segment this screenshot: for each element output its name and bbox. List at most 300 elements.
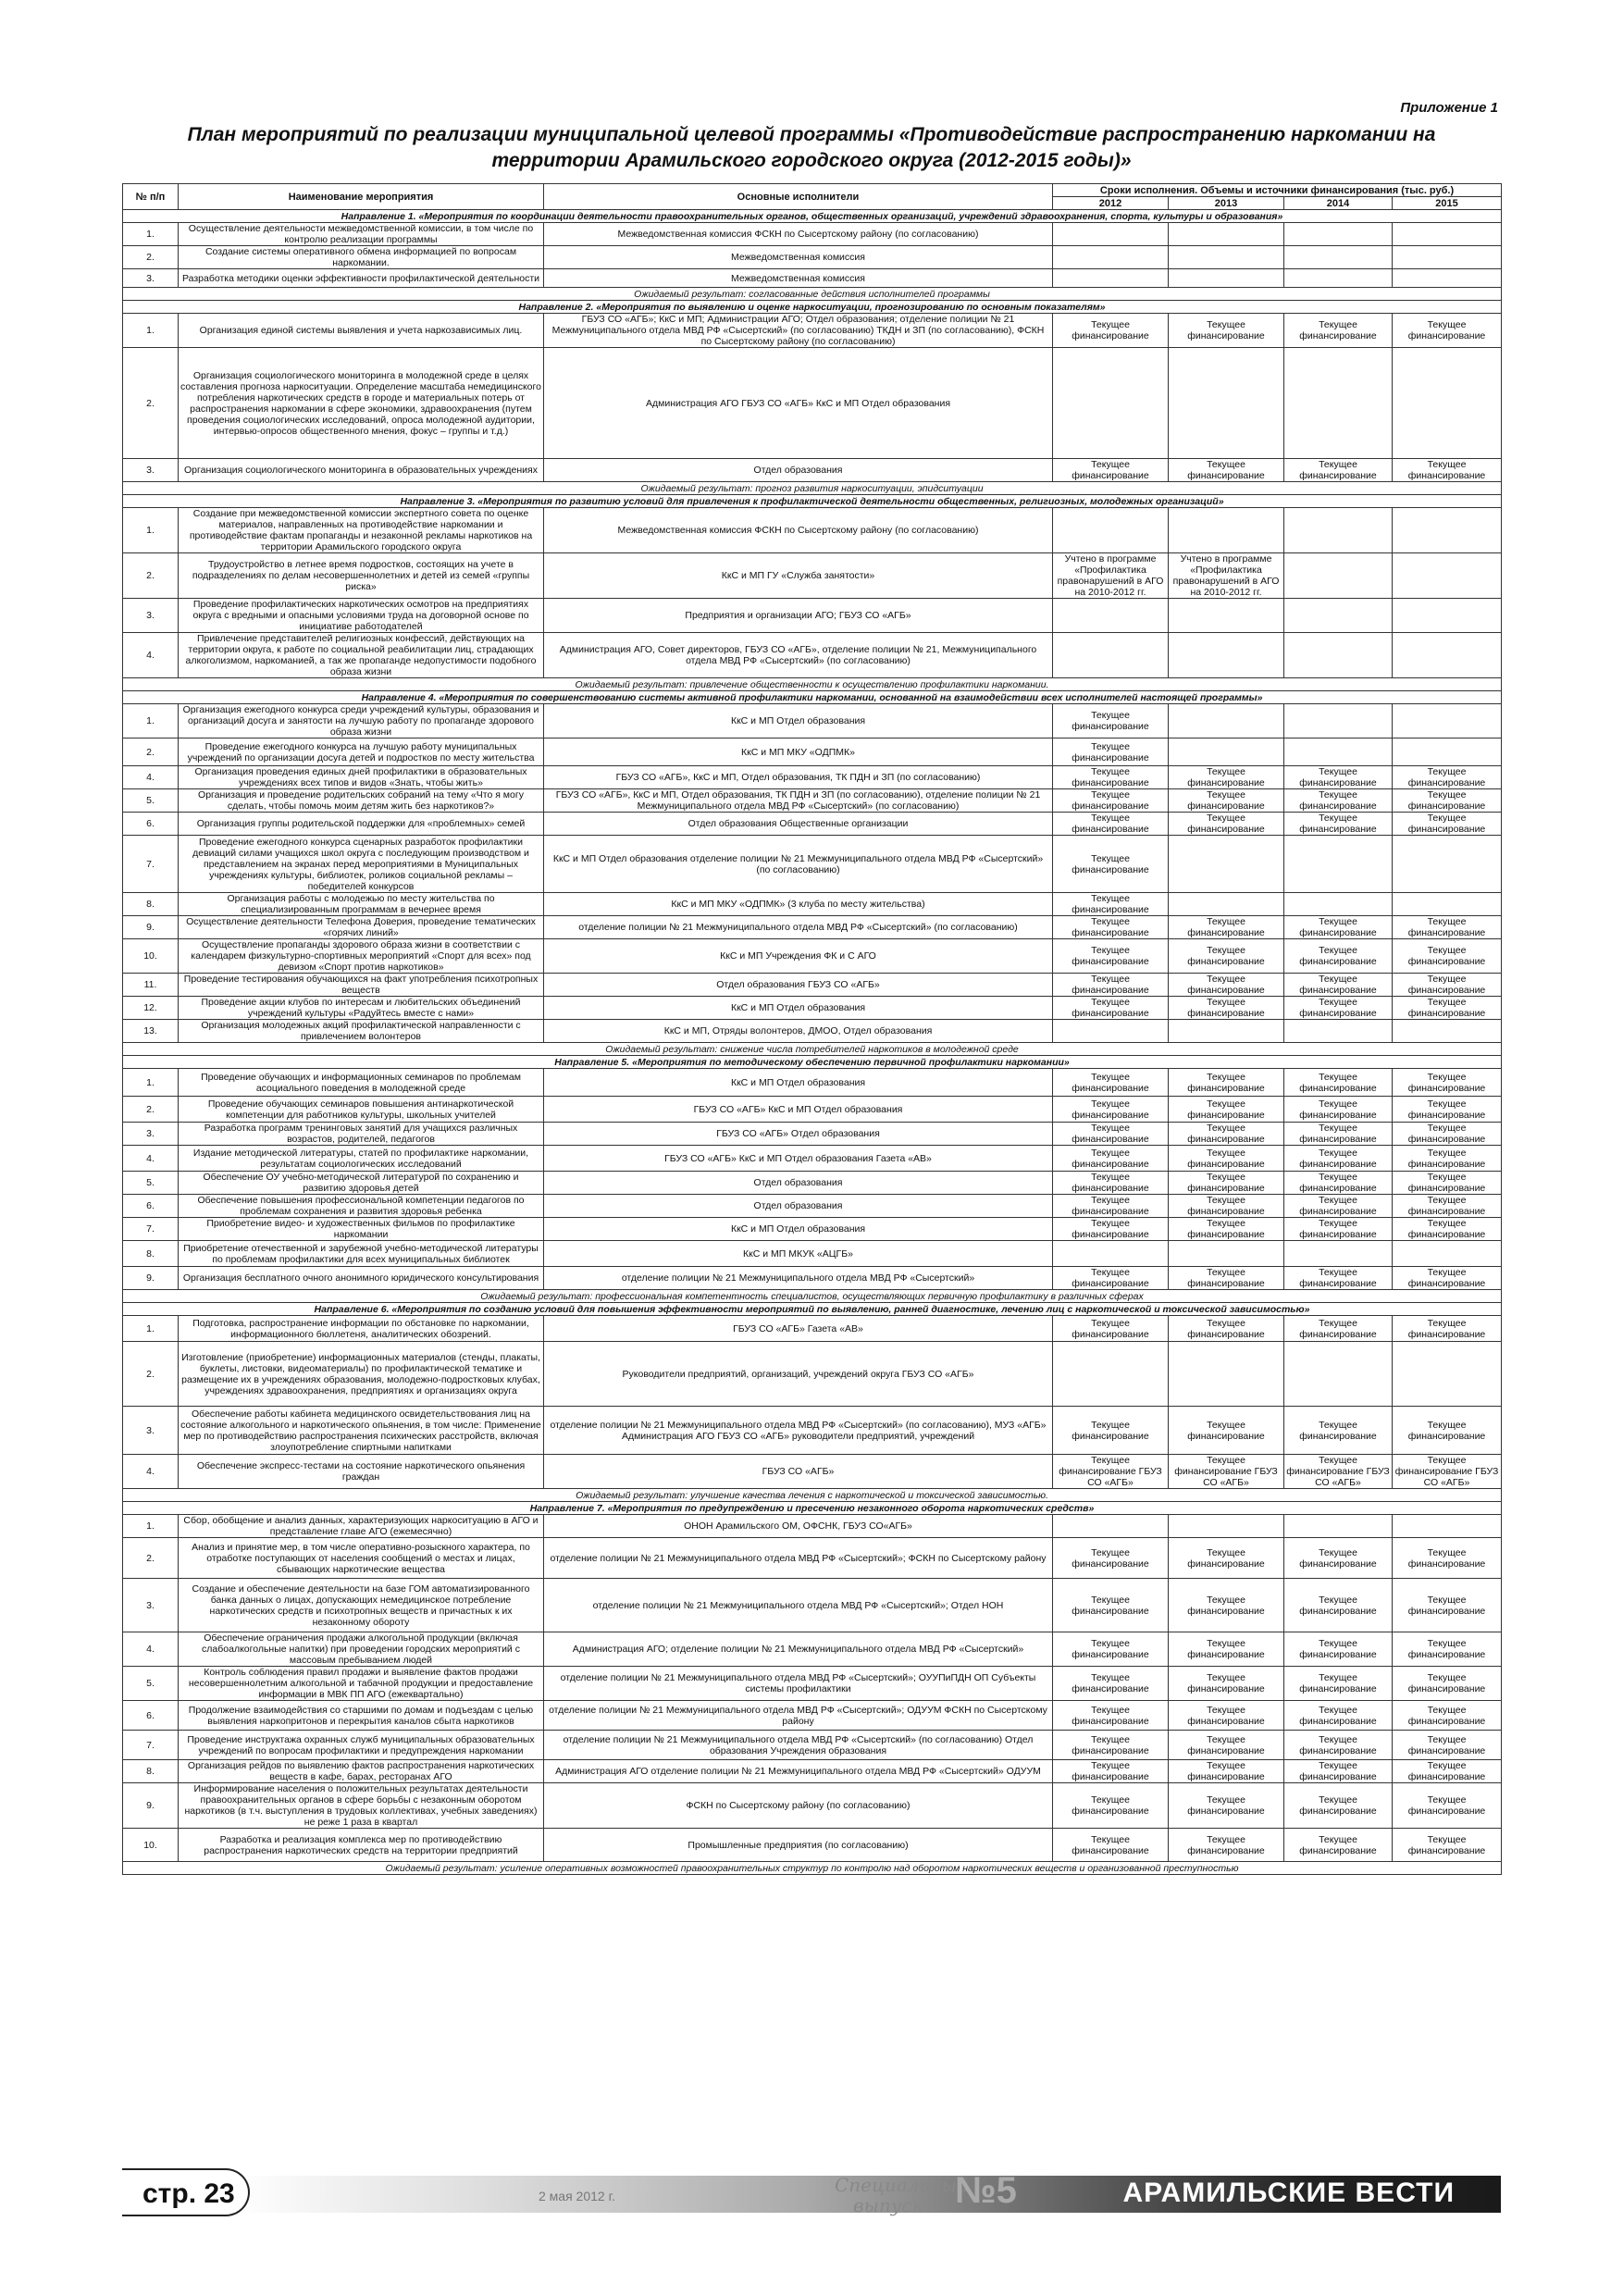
executors: КкС и МП ГУ «Служба занятости»: [544, 553, 1053, 599]
table-row: [123, 1829, 1502, 1862]
expected-result-row: [123, 482, 1502, 495]
executors: Межведомственная комиссия ФСКН по Сысертскому району (по согласованию): [544, 508, 1053, 553]
funding-2013: Текущее финансирование: [1169, 766, 1284, 789]
executors: Руководители предприятий, организаций, учреждений округа ГБУЗ СО «АГБ»: [544, 1342, 1053, 1407]
section-title: Направление 2. «Мероприятия по выявлению и оценке наркоситуации, прогнозированию по основным показателям»: [123, 301, 1502, 314]
funding-2012: Текущее финансирование: [1053, 1218, 1169, 1241]
header-2014: 2014: [1284, 197, 1393, 210]
funding-2014: Текущее финансирование: [1284, 1760, 1393, 1783]
funding-2014: Текущее финансирование: [1284, 1667, 1393, 1701]
measure-name: Трудоустройство в летнее время подростков, состоящих на учете в подразделениях по делам несовершеннолетних и детей из семей «группы риска»: [179, 553, 544, 599]
executors: отделение полиции № 21 Межмуниципального отдела МВД РФ «Сысертский»; Отдел НОН: [544, 1579, 1053, 1632]
row-number: 8.: [123, 893, 179, 916]
expected-result-row: [123, 1862, 1502, 1875]
executors: отделение полиции № 21 Межмуниципального отдела МВД РФ «Сысертский»: [544, 1267, 1053, 1290]
measure-name: Обеспечение ограничения продажи алкогольной продукции (включая слабоалкогольные напитки) при проведении городских мероприятий с массовым пребыванием людей: [179, 1632, 544, 1667]
table-row: [123, 553, 1502, 599]
measure-name: Создание и обеспечение деятельности на базе ГОМ автоматизированного банка данных о лицах, допускающих немедицинское потребление наркотических средств и психотропных веществ и причастных к их незаконному обороту: [179, 1579, 544, 1632]
funding-2012: Текущее финансирование: [1053, 1172, 1169, 1195]
funding-2012: Текущее финансирование: [1053, 939, 1169, 974]
page-footer: [122, 2168, 1501, 2216]
executors: ГБУЗ СО «АГБ» КкС и МП Отдел образования Газета «АВ»: [544, 1146, 1053, 1172]
measure-name: Обеспечение работы кабинета медицинского освидетельствования лиц на состояние алкогольного и наркотического опьянения, в том числе: Применение мер по противодействию распространения психических расстройств, включая злоупотребление спиртными напитками: [179, 1407, 544, 1455]
row-number: 2.: [123, 738, 179, 766]
executors: ГБУЗ СО «АГБ» Газета «АВ»: [544, 1316, 1053, 1342]
table-row: [123, 1667, 1502, 1701]
funding-2015: [1393, 633, 1502, 678]
table-row: [123, 1515, 1502, 1538]
measure-name: Обеспечение повышения профессиональной компетенции педагогов по проблемам сохранения и развития здоровья ребенка: [179, 1195, 544, 1218]
funding-2013: [1169, 348, 1284, 459]
row-number: 4.: [123, 1146, 179, 1172]
funding-2015: Текущее финансирование: [1393, 997, 1502, 1020]
funding-2012: Текущее финансирование: [1053, 1731, 1169, 1760]
funding-2015: Текущее финансирование: [1393, 789, 1502, 813]
funding-2012: Текущее финансирование: [1053, 459, 1169, 482]
row-number: 1.: [123, 314, 179, 348]
measure-name: Издание методической литературы, статей по профилактике наркомании, результатам социологических исследований: [179, 1146, 544, 1172]
measure-name: Организация группы родительской поддержки для «проблемных» семей: [179, 813, 544, 836]
row-number: 12.: [123, 997, 179, 1020]
funding-2014: [1284, 893, 1393, 916]
funding-2012: Текущее финансирование: [1053, 789, 1169, 813]
measure-name: Организация социологического мониторинга в молодежной среде в целях составления прогноза наркоситуации. Определение масштаба немедицинского потребления наркотических средств в городе и материальных потерь от распространения наркомании в сфере экономики, здравоохранения (путем проведения социологических исследований, опроса молодежной аудитории, интервью-опросов общественного мнения, фокус – группы и т.д.): [179, 348, 544, 459]
row-number: 7.: [123, 1731, 179, 1760]
section-header: [123, 495, 1502, 508]
funding-2014: [1284, 1241, 1393, 1267]
funding-2012: Текущее финансирование: [1053, 1123, 1169, 1146]
funding-2015: [1393, 599, 1502, 633]
table-row: [123, 997, 1502, 1020]
funding-2014: [1284, 223, 1393, 246]
table-row: [123, 508, 1502, 553]
expected-result: Ожидаемый результат: согласованные действия исполнителей программы: [123, 288, 1502, 301]
funding-2013: Текущее финансирование: [1169, 939, 1284, 974]
funding-2013: [1169, 223, 1284, 246]
expected-result-row: [123, 678, 1502, 691]
row-number: 6.: [123, 1195, 179, 1218]
table-row: [123, 974, 1502, 997]
measure-name: Проведение тестирования обучающихся на факт употребления психотропных веществ: [179, 974, 544, 997]
funding-2015: Текущее финансирование: [1393, 1407, 1502, 1455]
funding-2015: Текущее финансирование: [1393, 1172, 1502, 1195]
funding-2014: Текущее финансирование: [1284, 1069, 1393, 1097]
table-row: [123, 1218, 1502, 1241]
funding-2012: Текущее финансирование: [1053, 738, 1169, 766]
plan-table: [122, 183, 1502, 1875]
funding-2013: Текущее финансирование: [1169, 1195, 1284, 1218]
row-number: 5.: [123, 789, 179, 813]
executors: ГБУЗ СО «АГБ», КкС и МП, Отдел образования, ТК ПДН и ЗП (по согласованию), отделение полиции № 21 Межмуниципального отдела МВД РФ «Сысертский» (по согласованию): [544, 789, 1053, 813]
funding-2014: Текущее финансирование: [1284, 1538, 1393, 1579]
row-number: 10.: [123, 939, 179, 974]
measure-name: Анализ и принятие мер, в том числе оперативно-розыскного характера, по отработке поступающих от населения сообщений о местах и лицах, сбывающих наркотические вещества: [179, 1538, 544, 1579]
funding-2015: Текущее финансирование: [1393, 939, 1502, 974]
funding-2012: Текущее финансирование: [1053, 1407, 1169, 1455]
measure-name: Организация социологического мониторинга в образовательных учреждениях: [179, 459, 544, 482]
funding-2014: Текущее финансирование: [1284, 1701, 1393, 1731]
funding-2014: Текущее финансирование: [1284, 1146, 1393, 1172]
funding-2012: [1053, 1515, 1169, 1538]
funding-2013: [1169, 508, 1284, 553]
measure-name: Проведение акции клубов по интересам и любительских объединений учреждений культуры «Радуйтесь вместе с нами»: [179, 997, 544, 1020]
funding-2013: [1169, 1342, 1284, 1407]
funding-2014: Текущее финансирование: [1284, 1783, 1393, 1829]
row-number: 3.: [123, 599, 179, 633]
funding-2013: [1169, 738, 1284, 766]
funding-2012: Текущее финансирование: [1053, 1632, 1169, 1667]
table-row: [123, 1146, 1502, 1172]
funding-2013: Текущее финансирование: [1169, 1632, 1284, 1667]
funding-2015: Текущее финансирование: [1393, 1783, 1502, 1829]
funding-2012: Текущее финансирование: [1053, 314, 1169, 348]
funding-2015: [1393, 269, 1502, 288]
executors: Отдел образования ГБУЗ СО «АГБ»: [544, 974, 1053, 997]
measure-name: Организация ежегодного конкурса среди учреждений культуры, образования и организаций досуга и занятости на лучшую работу по пропаганде здорового образа жизни: [179, 704, 544, 738]
funding-2014: Текущее финансирование: [1284, 1195, 1393, 1218]
expected-result: Ожидаемый результат: профессиональная компетентность специалистов, осуществляющих первичную профилактику в различных сферах: [123, 1290, 1502, 1303]
funding-2015: [1393, 836, 1502, 893]
funding-2015: [1393, 1241, 1502, 1267]
measure-name: Осуществление деятельности межведомственной комиссии, в том числе по контролю реализации программы: [179, 223, 544, 246]
executors: КкС и МП МКУК «АЦГБ»: [544, 1241, 1053, 1267]
funding-2012: Текущее финансирование: [1053, 1667, 1169, 1701]
measure-name: Обеспечение ОУ учебно-методической литературой по сохранению и развитию здоровья детей: [179, 1172, 544, 1195]
funding-2014: [1284, 553, 1393, 599]
executors: Администрация АГО отделение полиции № 21 Межмуниципального отдела МВД РФ «Сысертский» ОДУУМ: [544, 1760, 1053, 1783]
funding-2014: Текущее финансирование: [1284, 314, 1393, 348]
funding-2012: Текущее финансирование: [1053, 704, 1169, 738]
measure-name: Привлечение представителей религиозных конфессий, действующих на территории округа, к работе по социальной реабилитации лиц, страдающих алкоголизмом, наркоманией, а так же пропаганде недопустимости подобного образа жизни: [179, 633, 544, 678]
table-row: [123, 1455, 1502, 1489]
funding-2013: [1169, 1241, 1284, 1267]
measure-name: Организация и проведение родительских собраний на тему «Что я могу сделать, чтобы помочь моим детям жить без наркотиков?»: [179, 789, 544, 813]
section-title: Направление 3. «Мероприятия по развитию условий для привлечения к профилактической деятельности общественных, религиозных, молодежных организаций»: [123, 495, 1502, 508]
executors: КкС и МП МКУ «ОДПМК»: [544, 738, 1053, 766]
row-number: 1.: [123, 704, 179, 738]
funding-2014: [1284, 704, 1393, 738]
funding-2015: Текущее финансирование: [1393, 1667, 1502, 1701]
table-row: [123, 1538, 1502, 1579]
measure-name: Разработка методики оценки эффективности профилактической деятельности: [179, 269, 544, 288]
measure-name: Проведение профилактических наркотических осмотров на предприятиях округа с вредными и опасными условиями труда на договорной основе по инициативе работодателей: [179, 599, 544, 633]
funding-2013: Текущее финансирование: [1169, 974, 1284, 997]
special-issue-label-2: выпуск: [853, 2194, 923, 2216]
funding-2013: Текущее финансирование: [1169, 459, 1284, 482]
row-number: 3.: [123, 1123, 179, 1146]
section-header: [123, 1056, 1502, 1069]
table-row: [123, 223, 1502, 246]
measure-name: Разработка программ тренинговых занятий для учащихся различных возрастов, родителей, педагогов: [179, 1123, 544, 1146]
expected-result: Ожидаемый результат: улучшение качества лечения с наркотической и токсической зависимостью.: [123, 1489, 1502, 1502]
funding-2014: Текущее финансирование: [1284, 766, 1393, 789]
executors: Предприятия и организации АГО; ГБУЗ СО «АГБ»: [544, 599, 1053, 633]
measure-name: Организация бесплатного очного анонимного юридического консультирования: [179, 1267, 544, 1290]
expected-result-row: [123, 1043, 1502, 1056]
funding-2015: Текущее финансирование: [1393, 1579, 1502, 1632]
table-row: [123, 1783, 1502, 1829]
executors: Промышленные предприятия (по согласованию): [544, 1829, 1053, 1862]
funding-2015: Текущее финансирование: [1393, 1701, 1502, 1731]
section-title: Направление 6. «Мероприятия по созданию условий для повышения эффективности мероприятий по выявлению, ранней диагностике, лечению лиц с наркотической и токсической зависимостью»: [123, 1303, 1502, 1316]
measure-name: Изготовление (приобретение) информационных материалов (стенды, плакаты, буклеты, листовки, видеоматериалы) по профилактической тематике и размещение их в учреждениях образования, молодежно-подростковых клубах, учреждениях здравоохранения, предприятиях и организациях округа: [179, 1342, 544, 1407]
table-row: [123, 916, 1502, 939]
funding-2013: Текущее финансирование: [1169, 1731, 1284, 1760]
funding-2015: Текущее финансирование: [1393, 1218, 1502, 1241]
funding-2015: Текущее финансирование: [1393, 314, 1502, 348]
special-issue-label: Специальный: [835, 2174, 969, 2196]
table-row: [123, 813, 1502, 836]
funding-2012: Текущее финансирование: [1053, 1783, 1169, 1829]
funding-2012: Текущее финансирование: [1053, 1760, 1169, 1783]
funding-2015: Текущее финансирование: [1393, 1829, 1502, 1862]
measure-name: Проведение ежегодного конкурса на лучшую работу муниципальных учреждений по организации досуга детей и подростков по месту жительства: [179, 738, 544, 766]
table-row: [123, 836, 1502, 893]
row-number: 1.: [123, 1316, 179, 1342]
measure-name: Организация молодежных акций профилактической направленности с привлечением волонтеров: [179, 1020, 544, 1043]
appendix-label: Приложение 1: [1400, 100, 1498, 116]
funding-2014: Текущее финансирование: [1284, 939, 1393, 974]
funding-2012: Текущее финансирование: [1053, 916, 1169, 939]
funding-2015: [1393, 1342, 1502, 1407]
executors: КкС и МП Отдел образования: [544, 997, 1053, 1020]
table-row: [123, 893, 1502, 916]
funding-2013: Текущее финансирование: [1169, 1829, 1284, 1862]
table-row: [123, 766, 1502, 789]
page-number: стр. 23: [122, 2168, 250, 2216]
funding-2012: Текущее финансирование: [1053, 836, 1169, 893]
funding-2012: Текущее финансирование: [1053, 1316, 1169, 1342]
executors: ФСКН по Сысертскому району (по согласованию): [544, 1783, 1053, 1829]
measure-name: Осуществление деятельности Телефона Доверия, проведение тематических «горячих линий»: [179, 916, 544, 939]
funding-2012: [1053, 269, 1169, 288]
row-number: 2.: [123, 348, 179, 459]
funding-2012: [1053, 599, 1169, 633]
header-executors: Основные исполнители: [544, 184, 1053, 210]
row-number: 9.: [123, 1267, 179, 1290]
section-title: Направление 5. «Мероприятия по методическому обеспечению первичной профилактики наркомании»: [123, 1056, 1502, 1069]
funding-2013: Текущее финансирование: [1169, 1218, 1284, 1241]
funding-2012: Текущее финансирование ГБУЗ СО «АГБ»: [1053, 1455, 1169, 1489]
funding-2014: Текущее финансирование: [1284, 813, 1393, 836]
measure-name: Продолжение взаимодействия со старшими по домам и подъездам с целью выявления наркопритонов и перекрытия каналов сбыта наркотиков: [179, 1701, 544, 1731]
funding-2015: [1393, 508, 1502, 553]
funding-2013: Текущее финансирование: [1169, 997, 1284, 1020]
executors: КкС и МП, Отряды волонтеров, ДМОО, Отдел образования: [544, 1020, 1053, 1043]
measure-name: Подготовка, распространение информации по обстановке по наркомании, информационного бюллетеня, аналитических обозрений.: [179, 1316, 544, 1342]
funding-2014: [1284, 738, 1393, 766]
row-number: 9.: [123, 916, 179, 939]
executors: Межведомственная комиссия ФСКН по Сысертскому району (по согласованию): [544, 223, 1053, 246]
funding-2014: [1284, 348, 1393, 459]
measure-name: Проведение обучающих и информационных семинаров по проблемам асоциального поведения в молодежной среде: [179, 1069, 544, 1097]
measure-name: Осуществление пропаганды здорового образа жизни в соответствии с календарем физкультурно-спортивных мероприятий «Спорт для всех» под девизом «Спорт против наркотиков»: [179, 939, 544, 974]
table-row: [123, 1632, 1502, 1667]
funding-2015: Текущее финансирование: [1393, 1632, 1502, 1667]
section-header: [123, 691, 1502, 704]
funding-2014: [1284, 836, 1393, 893]
executors: ГБУЗ СО «АГБ» Отдел образования: [544, 1123, 1053, 1146]
executors: ГБУЗ СО «АГБ»; КкС и МП; Администрации АГО; Отдел образования; отделение полиции № 21 Межмуниципального отдела МВД РФ «Сысертский» (по согласованию) ТКДН и ЗП (по согласованию), ФСКН по Сысертскому району (по согласованию): [544, 314, 1053, 348]
funding-2012: Текущее финансирование: [1053, 974, 1169, 997]
funding-2015: [1393, 738, 1502, 766]
funding-2013: Учтено в программе «Профилактика правонарушений в АГО на 2010-2012 гг.: [1169, 553, 1284, 599]
table-row: [123, 738, 1502, 766]
executors: Администрация АГО, Совет директоров, ГБУЗ СО «АГБ», отделение полиции № 21, Межмуниципального отдела МВД РФ «Сысертский» (по согласованию): [544, 633, 1053, 678]
funding-2013: Текущее финансирование: [1169, 1783, 1284, 1829]
funding-2012: Текущее финансирование: [1053, 1701, 1169, 1731]
executors: Отдел образования: [544, 1195, 1053, 1218]
table-row: [123, 1123, 1502, 1146]
funding-2012: [1053, 348, 1169, 459]
funding-2013: Текущее финансирование: [1169, 1146, 1284, 1172]
funding-2014: [1284, 508, 1393, 553]
executors: ГБУЗ СО «АГБ», КкС и МП, Отдел образования, ТК ПДН и ЗП (по согласованию): [544, 766, 1053, 789]
funding-2013: Текущее финансирование: [1169, 916, 1284, 939]
table-row: [123, 1172, 1502, 1195]
funding-2012: Текущее финансирование: [1053, 997, 1169, 1020]
measure-name: Обеспечение экспресс-тестами на состояние наркотического опьянения граждан: [179, 1455, 544, 1489]
executors: отделение полиции № 21 Межмуниципального отдела МВД РФ «Сысертский»; ОДУУМ ФСКН по Сысертскому району: [544, 1701, 1053, 1731]
page-title: План мероприятий по реализации муниципальной целевой программы «Противодействие распространению наркомании на территории Арамильского городского округа (2012-2015 годы)»: [187, 124, 1436, 171]
funding-2012: [1053, 633, 1169, 678]
funding-2013: Текущее финансирование: [1169, 1316, 1284, 1342]
executors: отделение полиции № 21 Межмуниципального отдела МВД РФ «Сысертский» (по согласованию): [544, 916, 1053, 939]
section-header: [123, 1303, 1502, 1316]
row-number: 8.: [123, 1241, 179, 1267]
executors: КкС и МП Отдел образования: [544, 1218, 1053, 1241]
executors: Отдел образования: [544, 1172, 1053, 1195]
issue-number: №5: [955, 2170, 1017, 2211]
measure-name: Приобретение видео- и художественных фильмов по профилактике наркомании: [179, 1218, 544, 1241]
measure-name: Разработка и реализация комплекса мер по противодействию распространения наркотических средств на территории предприятий: [179, 1829, 544, 1862]
funding-2013: Текущее финансирование: [1169, 1760, 1284, 1783]
row-number: 4.: [123, 766, 179, 789]
section-title: Направление 1. «Мероприятия по координации деятельности правоохранительных органов, общественных организаций, учреждений здравоохранения, спорта, культуры и образования»: [123, 210, 1502, 223]
funding-2015: Текущее финансирование: [1393, 1195, 1502, 1218]
header-2015: 2015: [1393, 197, 1502, 210]
funding-2012: Текущее финансирование: [1053, 1579, 1169, 1632]
section-header: [123, 1502, 1502, 1515]
executors: отделение полиции № 21 Межмуниципального отдела МВД РФ «Сысертский»; ОУУПиПДН ОП Субъекты системы профилактики: [544, 1667, 1053, 1701]
table-row: [123, 314, 1502, 348]
measure-name: Проведение обучающих семинаров повышения антинаркотической компетенции для работников культуры, школьных учителей: [179, 1097, 544, 1123]
row-number: 2.: [123, 1538, 179, 1579]
funding-2014: Текущее финансирование: [1284, 459, 1393, 482]
table-row: [123, 269, 1502, 288]
funding-2015: Текущее финансирование: [1393, 1316, 1502, 1342]
row-number: 1.: [123, 1069, 179, 1097]
funding-2014: Текущее финансирование: [1284, 1097, 1393, 1123]
funding-2013: Текущее финансирование: [1169, 1701, 1284, 1731]
row-number: 6.: [123, 813, 179, 836]
funding-2012: Текущее финансирование: [1053, 1146, 1169, 1172]
row-number: 4.: [123, 1632, 179, 1667]
executors: КкС и МП Отдел образования: [544, 1069, 1053, 1097]
funding-2014: [1284, 246, 1393, 269]
funding-2015: [1393, 704, 1502, 738]
funding-2013: Текущее финансирование: [1169, 1407, 1284, 1455]
funding-2015: Текущее финансирование: [1393, 1760, 1502, 1783]
measure-name: Сбор, обобщение и анализ данных, характеризующих наркоситуацию в АГО и представление главе АГО (ежемесячно): [179, 1515, 544, 1538]
expected-result: Ожидаемый результат: прогноз развития наркоситуации, эпидситуации: [123, 482, 1502, 495]
funding-2015: Текущее финансирование: [1393, 1069, 1502, 1097]
funding-2013: [1169, 893, 1284, 916]
executors: КкС и МП МКУ «ОДПМК» (3 клуба по месту жительства): [544, 893, 1053, 916]
table-row: [123, 599, 1502, 633]
funding-2015: [1393, 348, 1502, 459]
funding-2013: Текущее финансирование: [1169, 789, 1284, 813]
measure-name: Приобретение отечественной и зарубежной учебно-методической литературы по проблемам профилактики для всех муниципальных библиотек: [179, 1241, 544, 1267]
row-number: 5.: [123, 1667, 179, 1701]
funding-2012: Текущее финансирование: [1053, 1267, 1169, 1290]
funding-2015: Текущее финансирование: [1393, 1267, 1502, 1290]
funding-2013: Текущее финансирование: [1169, 1172, 1284, 1195]
measure-name: Организация единой системы выявления и учета наркозависимых лиц.: [179, 314, 544, 348]
funding-2013: Текущее финансирование: [1169, 1667, 1284, 1701]
funding-2013: [1169, 1020, 1284, 1043]
newspaper-name: АРАМИЛЬСКИЕ ВЕСТИ: [1122, 2178, 1455, 2208]
executors: Отдел образования Общественные организации: [544, 813, 1053, 836]
row-number: 7.: [123, 1218, 179, 1241]
row-number: 3.: [123, 1407, 179, 1455]
plan-table-body: [123, 210, 1502, 1875]
funding-2013: Текущее финансирование: [1169, 1123, 1284, 1146]
funding-2014: Текущее финансирование: [1284, 1731, 1393, 1760]
executors: Администрация АГО; отделение полиции № 21 Межмуниципального отдела МВД РФ «Сысертский»: [544, 1632, 1053, 1667]
funding-2013: Текущее финансирование: [1169, 813, 1284, 836]
funding-2012: Учтено в программе «Профилактика правонарушений в АГО на 2010-2012 гг.: [1053, 553, 1169, 599]
executors: ГБУЗ СО «АГБ» КкС и МП Отдел образования: [544, 1097, 1053, 1123]
table-row: [123, 789, 1502, 813]
expected-result: Ожидаемый результат: усиление оперативных возможностей правоохранительных структур по контролю над оборотом наркотических веществ и организованной преступностью: [123, 1862, 1502, 1875]
funding-2013: Текущее финансирование: [1169, 1069, 1284, 1097]
funding-2012: [1053, 508, 1169, 553]
funding-2013: [1169, 704, 1284, 738]
funding-2013: [1169, 836, 1284, 893]
section-header: [123, 210, 1502, 223]
executors: отделение полиции № 21 Межмуниципального отдела МВД РФ «Сысертский» (по согласованию), МУЗ «АГБ» Администрация АГО ГБУЗ СО «АГБ» руководители предприятий, учреждений: [544, 1407, 1053, 1455]
row-number: 3.: [123, 1579, 179, 1632]
executors: Межведомственная комиссия: [544, 269, 1053, 288]
funding-2013: Текущее финансирование ГБУЗ СО «АГБ»: [1169, 1455, 1284, 1489]
row-number: 1.: [123, 223, 179, 246]
funding-2012: [1053, 223, 1169, 246]
table-row: [123, 1342, 1502, 1407]
header-terms: Сроки исполнения. Объемы и источники финансирования (тыс. руб.): [1053, 184, 1502, 197]
funding-2013: Текущее финансирование: [1169, 1267, 1284, 1290]
funding-2012: [1053, 1020, 1169, 1043]
funding-2012: Текущее финансирование: [1053, 1195, 1169, 1218]
funding-2013: Текущее финансирование: [1169, 1097, 1284, 1123]
row-number: 2.: [123, 1097, 179, 1123]
row-number: 9.: [123, 1783, 179, 1829]
table-row: [123, 1407, 1502, 1455]
table-row: [123, 1241, 1502, 1267]
funding-2014: Текущее финансирование: [1284, 1267, 1393, 1290]
row-number: 4.: [123, 1455, 179, 1489]
section-header: [123, 301, 1502, 314]
row-number: 1.: [123, 508, 179, 553]
expected-result: Ожидаемый результат: снижение числа потребителей наркотиков в молодежной среде: [123, 1043, 1502, 1056]
funding-2013: [1169, 1515, 1284, 1538]
funding-2014: Текущее финансирование: [1284, 974, 1393, 997]
row-number: 2.: [123, 246, 179, 269]
measure-name: Контроль соблюдения правил продажи и выявление фактов продажи несовершеннолетним алкогольной и табачной продукции и предоставление информации в МВК ПП АГО (ежеквартально): [179, 1667, 544, 1701]
funding-2015: Текущее финансирование: [1393, 459, 1502, 482]
row-number: 13.: [123, 1020, 179, 1043]
funding-2012: Текущее финансирование: [1053, 1069, 1169, 1097]
